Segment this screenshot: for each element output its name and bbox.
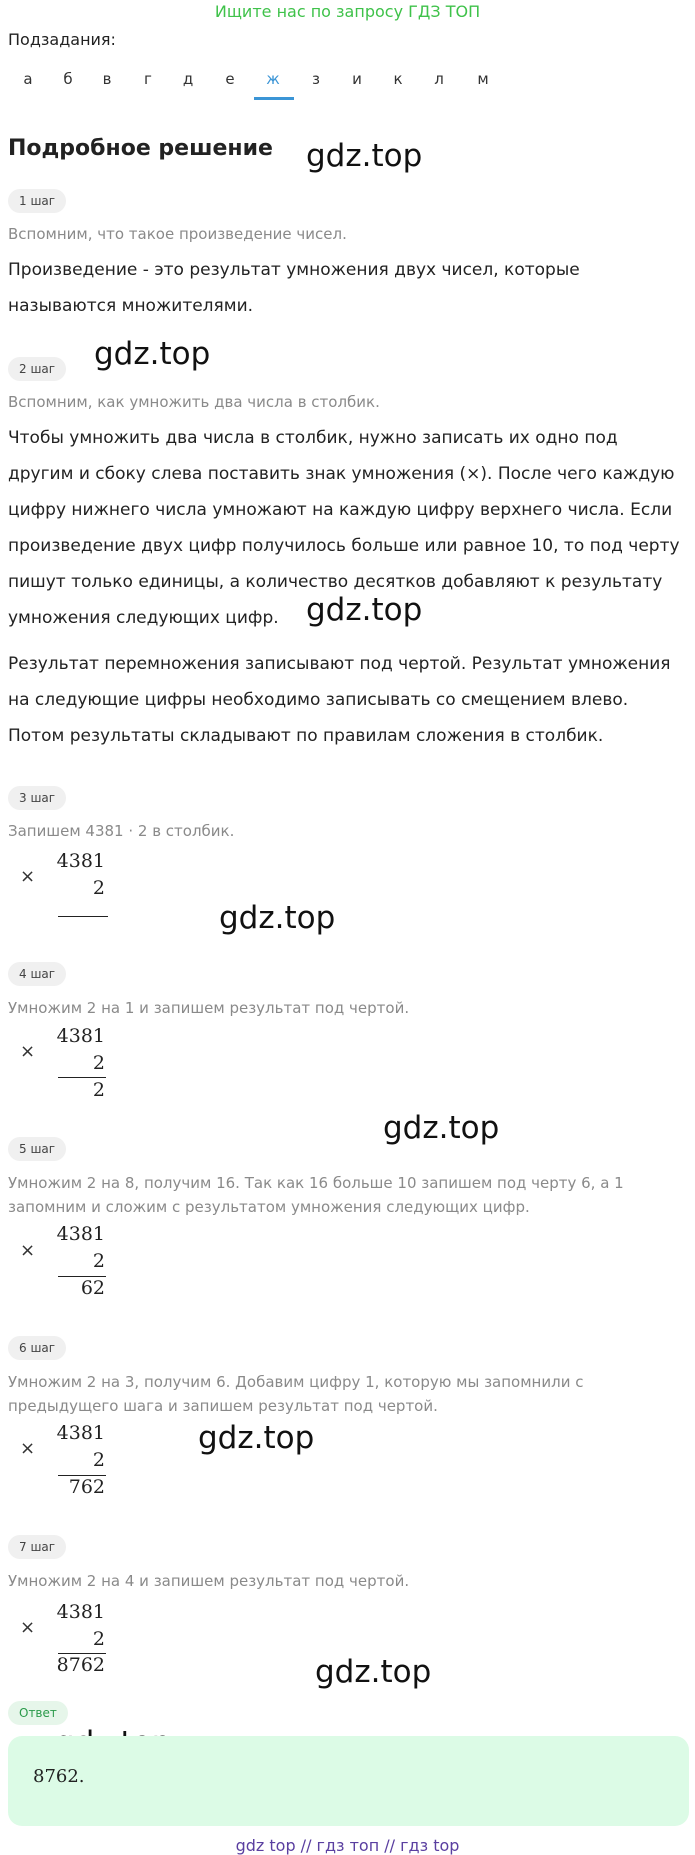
answer-badge: Ответ	[8, 1701, 68, 1725]
tab-g[interactable]: г	[144, 70, 152, 88]
tab-l[interactable]: л	[434, 70, 444, 88]
multiplier: 2	[92, 1449, 105, 1471]
multiplier: 2	[92, 877, 105, 899]
multiplicand: 4381	[56, 1223, 105, 1245]
watermark: gdz.top	[315, 1654, 432, 1690]
tab-i[interactable]: и	[352, 70, 362, 88]
watermark: gdz.top	[219, 900, 336, 936]
partial-result: 762	[68, 1476, 105, 1498]
step-badge: 7 шаг	[8, 1535, 66, 1559]
multiply-sign: ×	[20, 1438, 36, 1459]
section-title: Подробное решение	[8, 136, 273, 161]
tab-k[interactable]: к	[393, 70, 403, 88]
step-hint: Запишем 4381 · 2 в столбик.	[8, 822, 235, 840]
tab-m[interactable]: м	[477, 70, 489, 88]
tab-e[interactable]: е	[225, 70, 235, 88]
answer-value: 8762.	[33, 1766, 85, 1787]
multiplier: 2	[92, 1052, 105, 1074]
tab-zh[interactable]: ж	[266, 70, 280, 88]
step-text: Чтобы умножить два числа в столбик, нужно записать их одно под другим и сбоку слева поставить знак умножения (×). После чего каждую цифру нижнего числа умножают на каждую цифру верхнего числа. Если произведение двух цифр получилось больше или равное 10, то под черту пишут только единицы, а количество десятков добавляют к результату умножения следующих цифр.	[8, 428, 680, 628]
tab-b[interactable]: б	[63, 70, 73, 88]
multiply-sign: ×	[20, 1617, 36, 1638]
step-hint: Умножим 2 на 1 и запишем результат под чертой.	[8, 999, 410, 1017]
partial-result: 8762	[56, 1654, 105, 1676]
multiply-sign: ×	[20, 866, 36, 887]
step-hint: Вспомним, как умножить два числа в столбик.	[8, 393, 380, 411]
multiplicand: 4381	[56, 1422, 105, 1444]
multiplier: 2	[92, 1628, 105, 1650]
result-line	[58, 1077, 106, 1078]
step-badge: 3 шаг	[8, 786, 66, 810]
partial-result: 62	[80, 1277, 105, 1299]
active-tab-indicator	[254, 97, 294, 100]
watermark: gdz.top	[306, 138, 423, 174]
subtasks-label: Подзадания:	[8, 30, 116, 49]
tab-v[interactable]: в	[102, 70, 112, 88]
tab-d[interactable]: д	[182, 70, 194, 88]
step-hint: Умножим 2 на 3, получим 6. Добавим цифру 1, которую мы запомнили с предыдущего шага и запишем результат под чертой.	[8, 1373, 584, 1415]
footer-links[interactable]: gdz top // гдз топ // гдз top	[235, 1836, 460, 1855]
step-hint: Вспомним, что такое произведение чисел.	[8, 225, 347, 243]
watermark: gdz.top	[383, 1110, 500, 1146]
subtask-tabs	[8, 64, 688, 102]
step-text: Результат перемножения записывают под чертой. Результат умножения на следующие цифры необходимо записывать со смещением влево. Потом результаты складывают по правилам сложения в столбик.	[8, 654, 671, 746]
step-badge: 4 шаг	[8, 962, 66, 986]
multiplicand: 4381	[56, 1025, 105, 1047]
multiplicand: 4381	[56, 1601, 105, 1623]
step-badge: 6 шаг	[8, 1336, 66, 1360]
multiply-sign: ×	[20, 1240, 36, 1261]
step-hint: Умножим 2 на 8, получим 16. Так как 16 больше 10 запишем под черту 6, а 1 запомним и сложим с результатом умножения следующих цифр.	[8, 1174, 624, 1216]
promo-banner[interactable]: Ищите нас по запросу ГДЗ ТОП	[214, 2, 481, 21]
step-badge: 2 шаг	[8, 357, 66, 381]
step-hint: Умножим 2 на 4 и запишем результат под чертой.	[8, 1572, 410, 1590]
step-badge: 5 шаг	[8, 1137, 66, 1161]
watermark: gdz.top	[94, 336, 211, 372]
watermark: gdz.top	[306, 592, 423, 628]
multiplier: 2	[92, 1250, 105, 1272]
result-line	[58, 916, 108, 917]
partial-result: 2	[92, 1079, 105, 1101]
watermark: gdz.top	[198, 1420, 315, 1456]
tab-a[interactable]: а	[23, 70, 33, 88]
step-text: Произведение - это результат умножения двух чисел, которые называются множителями.	[8, 260, 580, 316]
tab-z[interactable]: з	[312, 70, 320, 88]
step-badge: 1 шаг	[8, 189, 66, 213]
multiplicand: 4381	[56, 850, 105, 872]
multiply-sign: ×	[20, 1041, 36, 1062]
answer-box	[8, 1736, 689, 1826]
